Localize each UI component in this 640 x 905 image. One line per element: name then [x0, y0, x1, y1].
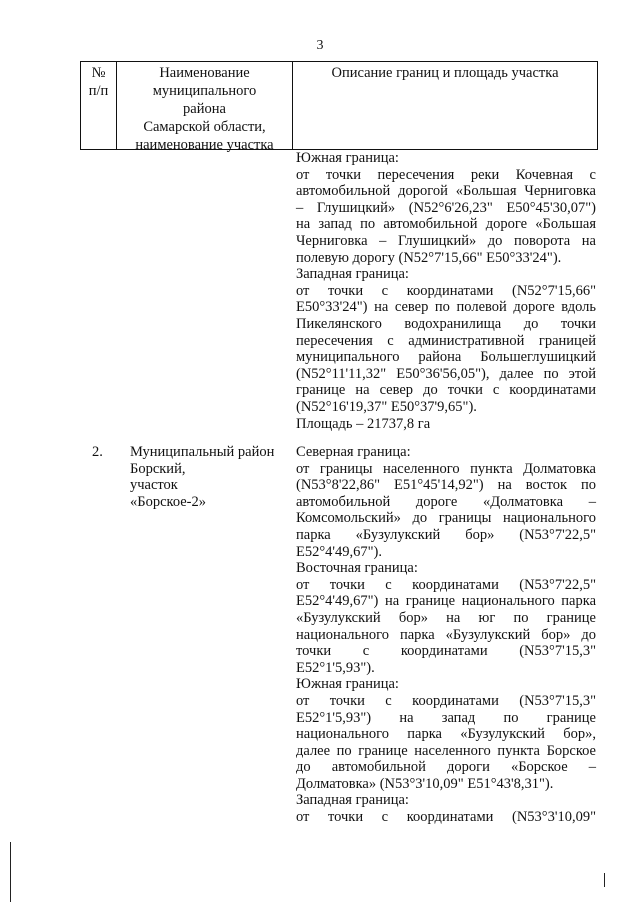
row1-line: автомобильной дорогой «Большая Черниговка	[296, 183, 596, 200]
row2-line: от точки с координатами (N53°7'22,5"	[296, 576, 596, 593]
row2-line: E52°4'49,67").	[296, 543, 383, 560]
header-district-line: муниципального	[152, 83, 257, 99]
row1-line: от точки пересечения реки Кочевная с	[296, 166, 596, 183]
row2-line: (N53°8'22,86" E51°45'14,92") на восток по	[296, 477, 596, 494]
row2-line: национального парка «Бузулукский бор»,	[296, 726, 596, 743]
row1-line: (N52°11'11,32" E50°36'56,05"), далее по этой	[296, 365, 596, 382]
row2-line: Долматовка» (N53°3'10,09" E51°43'8,31").	[296, 775, 554, 792]
row2-line: «Бузулукский бор» на юг по границе	[296, 609, 596, 626]
header-district-cell	[117, 64, 292, 154]
row2-line: Южная граница:	[296, 676, 399, 693]
row2-district-line: «Борское-2»	[130, 493, 207, 510]
row2-description	[296, 444, 596, 826]
page-number: 3	[316, 38, 324, 53]
row2-line: точки с координатами (N53°7'15,3"	[296, 643, 596, 660]
row2-district-line: Муниципальный район	[130, 444, 275, 460]
header-district-line: Самарской области,	[143, 119, 266, 135]
row2-line: Северная граница:	[296, 444, 411, 460]
row2-line: автомобильной дороге «Долматовка –	[296, 493, 596, 510]
row2-line: Западная граница:	[296, 792, 409, 809]
row1-line: Площадь – 21737,8 га	[296, 415, 431, 432]
row1-line: Южная граница:	[296, 150, 399, 166]
header-district-line: наименование участка	[135, 137, 274, 153]
header-district-line: Наименование	[159, 65, 250, 81]
row2-district-line: Борский,	[130, 460, 186, 477]
row2-line: Восточная граница:	[296, 560, 418, 577]
header-number-cell	[81, 64, 116, 100]
row1-line: Черниговка – Глушицкий» до поворота на	[296, 232, 596, 249]
header-district-line: района	[183, 101, 226, 117]
table-right-rule	[597, 61, 598, 150]
row2-line: E52°4'49,67") на границе национального парка	[296, 593, 596, 610]
header-number-line: п/п	[88, 83, 109, 99]
row2-number: 2.	[92, 444, 103, 460]
row1-line: на запад по автомобильной дороге «Большая	[296, 216, 596, 233]
row1-line: Западная граница:	[296, 266, 409, 283]
row2-line: национального парка «Бузулукский бор» до	[296, 626, 596, 643]
row2-line: от точки с координатами (N53°3'10,09"	[296, 809, 596, 826]
row1-line: границе на север до точки с координатами	[296, 382, 596, 399]
row2-line: E52°1'5,93").	[296, 659, 375, 676]
row1-line: Пикелянского водохранилища до точки	[296, 315, 596, 332]
header-description-cell	[293, 64, 597, 82]
row2-line: до автомобильной дороги «Борское –	[296, 759, 596, 776]
row2-line: далее по границе населенного пункта Борское	[296, 742, 596, 759]
row2-line: от точки с координатами (N53°7'15,3"	[296, 692, 596, 709]
row2-line: парка «Бузулукский бор» (N53°7'22,5"	[296, 526, 596, 543]
row1-line: – Глушицкий» (N52°6'26,23" E50°45'30,07")	[296, 199, 596, 216]
scan-margin-mark	[10, 842, 11, 902]
row2-district-line: участок	[130, 477, 178, 494]
row1-line: полевую дорогу (N52°7'15,66" E50°33'24").	[296, 249, 562, 266]
row1-line: (N52°16'19,37" E50°37'9,65").	[296, 398, 477, 415]
row1-description	[296, 150, 596, 432]
scan-margin-mark	[604, 873, 605, 887]
row2-line: от границы населенного пункта Долматовка	[296, 460, 596, 477]
header-number-line: №	[91, 65, 106, 81]
row1-line: пересечения с административной границей	[296, 332, 596, 349]
row1-line: E50°33'24") на север по полевой дороге вдоль	[296, 299, 596, 316]
row2-line: E52°1'5,93") на запад по границе	[296, 709, 596, 726]
row2-district	[130, 444, 274, 510]
row1-line: от точки с координатами (N52°7'15,66"	[296, 282, 596, 299]
row2-line: Комсомольский» до границы национального	[296, 510, 596, 527]
row1-line: муниципального района Большеглушицкий	[296, 349, 596, 366]
header-description-line: Описание границ и площадь участка	[331, 65, 559, 81]
table-top-rule	[80, 61, 598, 62]
